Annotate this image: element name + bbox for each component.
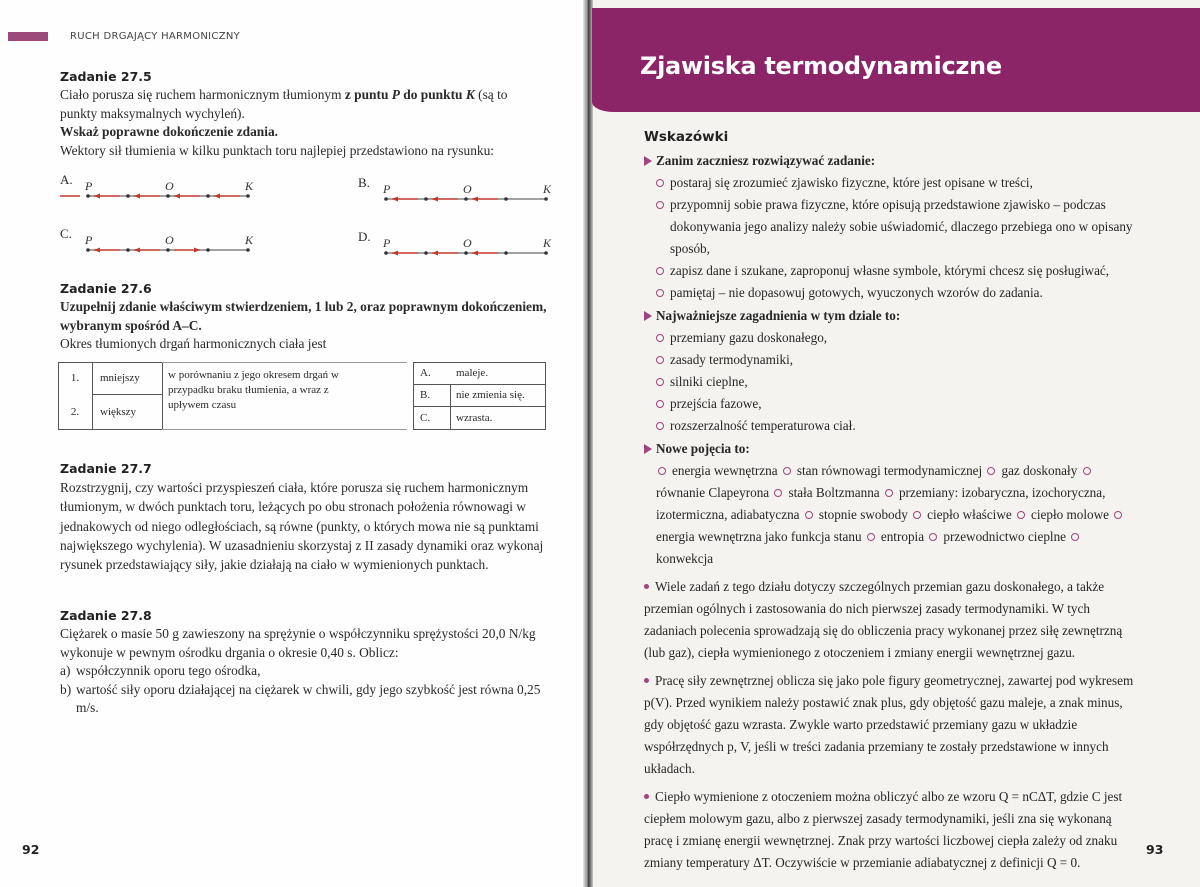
option-c-letter: C. — [420, 411, 431, 424]
circle-bullet-icon — [656, 201, 664, 209]
term: równanie Clapeyrona — [656, 485, 773, 500]
arrow-head — [94, 194, 100, 199]
diagram-option-c — [60, 226, 254, 262]
task-stem: Okres tłumionych drgań harmonicznych ciała jest — [60, 336, 327, 351]
track-point — [544, 197, 548, 201]
term: energia wewnętrzna jako funkcja stanu — [656, 529, 865, 544]
term: entropia — [880, 529, 928, 544]
task-title: Zadanie 27.5 — [60, 69, 152, 84]
vector-diagram — [60, 226, 260, 266]
diagram-option-b — [358, 175, 552, 211]
circle-bullet-icon — [885, 489, 893, 497]
list-item: silniki cieplne, — [656, 371, 1136, 393]
task-title: Zadanie 27.7 — [60, 461, 152, 476]
term: stopnie swobody — [818, 507, 912, 522]
hints-box — [644, 126, 1136, 874]
point-label-k: K — [543, 236, 552, 250]
option-a-text: maleje. — [456, 367, 489, 379]
chapter-title: Zjawiska termodynamiczne — [640, 52, 1002, 80]
dot-bullet-icon — [644, 794, 649, 799]
section-heading: Najważniejsze zagadnienia w tym dziale to: — [644, 305, 1136, 327]
hints-list — [644, 172, 1136, 304]
list-item: pamiętaj – nie dopasowuj gotowych, wyuczonych wzorów do zadania. — [656, 282, 1136, 304]
track-point — [246, 194, 250, 198]
diagram-label: C. — [60, 226, 72, 241]
circle-bullet-icon — [867, 533, 875, 541]
subtask-a: a) współczynnik oporu tego ośrodka, — [60, 663, 261, 678]
arrow-head — [134, 194, 140, 199]
diagram-option-d — [358, 229, 552, 265]
circle-bullet-icon — [656, 179, 664, 187]
track-point — [126, 248, 130, 252]
vector-diagram — [60, 172, 260, 212]
task-27-8 — [60, 607, 550, 718]
list-item: zapisz dane i szukane, zaproponuj własne symbole, którymi chcesz się posługiwać, — [656, 260, 1136, 282]
circle-bullet-icon — [1071, 533, 1079, 541]
term: ciepło właściwe — [927, 507, 1016, 522]
circle-bullet-icon — [656, 400, 664, 408]
term: energia wewnętrzna — [672, 463, 781, 478]
list-item: rozszerzalność temperaturowa ciał. — [656, 415, 1136, 437]
track-point — [166, 194, 170, 198]
middle-text: w porównaniu z jego okresem drgań w przypadku braku tłumienia, a wraz z upływem czasu — [168, 369, 339, 411]
point-label-p: P — [85, 179, 93, 193]
circle-bullet-icon — [913, 511, 921, 519]
task-text: Ciężarek o masie 50 g zawieszony na sprężynie o współczynniku sprężystości 20,0 N/kg wykonuje w pewnym ośrodku drgania o okresie 0,40 s. Oblicz: — [60, 626, 536, 660]
option-1-number: 1. — [70, 372, 80, 384]
diagram-label: A. — [60, 172, 73, 187]
task-text-line: Ciało porusza się ruchem harmonicznym tłumionym z puntu P do punktu K (są to — [60, 87, 508, 102]
point-label-p: P — [383, 236, 391, 250]
dot-bullet-icon — [644, 584, 649, 589]
point-label-p: P — [85, 233, 93, 247]
track-point — [166, 248, 170, 252]
track-point — [504, 251, 508, 255]
circle-bullet-icon — [1017, 511, 1025, 519]
arrow-head — [392, 197, 398, 202]
arrow-head — [214, 194, 220, 199]
arrow-head — [432, 197, 438, 202]
option-b-letter: B. — [420, 389, 431, 401]
diagram-label: B. — [358, 175, 370, 190]
hint-paragraph: Pracę siły zewnętrznej oblicza się jako pole figury geometrycznej, zawartej pod wykresem p(V). Przed wynikiem należy postawić znak plus, gdy objętość gazu maleje, a znak minus, gdy objętość gazu wzrasta. Zwykle warto przedstawić przemiany gazu w układzie współrzędnych p, V, jeśli w treści zadania przemiany te zostały przedstawione w innych układach. — [644, 673, 1134, 776]
point-label-o: O — [165, 179, 174, 193]
point-label-o: O — [165, 233, 174, 247]
triangle-bullet-icon — [644, 156, 652, 166]
subtask-b: b) wartość siły oporu działającej na ciężarek w chwili, gdy jego szybkość jest równa 0,25 m/s. — [60, 681, 541, 715]
track-point — [544, 251, 548, 255]
circle-bullet-icon — [656, 422, 664, 430]
track-point — [384, 197, 388, 201]
triangle-bullet-icon — [644, 311, 652, 321]
task-text: Rozstrzygnij, czy wartości przyspieszeń ciała, które porusza się ruchem harmonicznym tłumionym, w dwóch punktach toru, leżących po obu stronach położenia równowagi w jednakowych od niego odległościach, są równe (punkty, o których mowa nie są punktami największego wychylenia). W uzasadnieniu skorzystaj z II zasady dynamiki oraz wykonaj rysunek przedstawiający siły, jakie działają na ciało w wymienionych punktach. — [60, 480, 544, 573]
track-point — [464, 251, 468, 255]
point-label-k: K — [245, 179, 254, 193]
circle-bullet-icon — [656, 267, 664, 275]
term: przewodnictwo cieplne — [943, 529, 1070, 544]
track-point — [86, 248, 90, 252]
circle-bullet-icon — [656, 356, 664, 364]
dot-bullet-icon — [644, 678, 649, 683]
list-item: przypomnij sobie prawa fizyczne, które opisują przedstawione zjawisko – podczas dokonywania jego analizy należy sobie uświadomić, dlaczego przebiega ono w opisany sposób, — [656, 194, 1136, 260]
point-label-p: P — [383, 182, 391, 196]
list-item: zasady termodynamiki, — [656, 349, 1136, 371]
term: ciepło molowe — [1031, 507, 1113, 522]
section-heading: Nowe pojęcia to: — [644, 438, 1136, 460]
option-a-letter: A. — [420, 367, 431, 379]
term: konwekcja — [656, 551, 714, 566]
circle-bullet-icon — [656, 334, 664, 342]
hints-title: Wskazówki — [644, 129, 729, 145]
circle-bullet-icon — [805, 511, 813, 519]
section-heading: Zanim zaczniesz rozwiązywać zadanie: — [644, 150, 1136, 172]
point-label-k: K — [245, 233, 254, 247]
vector-diagram — [358, 229, 558, 269]
circle-bullet-icon — [783, 467, 791, 475]
task-27-5 — [60, 68, 550, 160]
option-1-text: mniejszy — [100, 372, 140, 384]
circle-bullet-icon — [929, 533, 937, 541]
page-number-right: 93 — [1146, 842, 1164, 857]
options-table — [58, 362, 546, 430]
point-label-o: O — [463, 182, 472, 196]
arrow-head — [432, 251, 438, 256]
running-head-text: RUCH DRGAJĄCY HARMONICZNY — [70, 31, 241, 42]
arrow-head — [472, 197, 478, 202]
circle-bullet-icon — [656, 378, 664, 386]
diagram-option-a — [60, 172, 254, 208]
hint-paragraph: Ciepło wymienione z otoczeniem można obliczyć albo ze wzoru Q = nCΔT, gdzie C jest ciepłem molowym gazu, albo z pierwszej zasady termodynamiki, jeśli zna się wykonaną pracę i zmianę energii wewnętrznej. Znak przy wartości liczbowej ciepła zależy od znaku zmiany temperatury ΔT. Oczywiście w przemianie adiabatycznej z definicji Q = 0. — [644, 789, 1123, 870]
vector-diagrams — [60, 172, 550, 262]
task-instruction: Uzupełnij zdanie właściwym stwierdzeniem, 1 lub 2, oraz poprawnym dokończeniem, wybranym spośród A–C. — [60, 299, 547, 333]
running-head — [8, 31, 240, 42]
circle-bullet-icon — [1114, 511, 1122, 519]
track-point — [246, 248, 250, 252]
circle-bullet-icon — [1083, 467, 1091, 475]
arrow-head — [94, 248, 100, 253]
track-point — [424, 251, 428, 255]
option-c-text: wzrasta. — [456, 411, 493, 424]
track-point — [126, 194, 130, 198]
triangle-bullet-icon — [644, 444, 652, 454]
topics-list — [644, 327, 1136, 437]
task-27-7 — [60, 460, 550, 574]
new-terms-list — [644, 460, 1136, 570]
list-item: przemiany gazu doskonałego, — [656, 327, 1136, 349]
arrow-head — [134, 248, 140, 253]
task-27-6 — [60, 280, 550, 354]
diagram-label: D. — [358, 229, 371, 244]
task-text-line: punkty maksymalnych wychyleń). — [60, 105, 245, 121]
term: stała Boltzmanna — [788, 485, 883, 500]
task-title: Zadanie 27.6 — [60, 281, 152, 296]
term: stan równowagi termodynamicznej — [796, 463, 986, 478]
circle-bullet-icon — [656, 289, 664, 297]
option-b-text: nie zmienia się. — [456, 389, 525, 401]
track-point — [384, 251, 388, 255]
page-number-left: 92 — [22, 842, 40, 857]
task-instruction: Wskaż poprawne dokończenie zdania. — [60, 124, 278, 139]
option-2-number: 2. — [70, 406, 80, 418]
point-label-k: K — [543, 182, 552, 196]
track-point — [206, 248, 210, 252]
term: przemiany: izobaryczna, izochoryczna, izotermiczna, adiabatyczna — [656, 485, 1106, 522]
hint-paragraph: Wiele zadań z tego działu dotyczy szczególnych przemian gazu doskonałego, a także przemian ogólnych i zastosowania do nich pierwszej zasady termodynamiki. W tych zadaniach polecenia sprowadzają się do obliczenia pracy wykonanej przez siłę zewnętrzną (lub gaz), ciepła wymienionego z otoczeniem i zmiany energii wewnętrznej gazu. — [644, 579, 1123, 660]
task-title: Zadanie 27.8 — [60, 608, 152, 623]
arrow-head — [174, 194, 180, 199]
circle-bullet-icon — [658, 467, 666, 475]
task-text-line: Wektory sił tłumienia w kilku punktach toru najlepiej przedstawiono na rysunku: — [60, 142, 495, 158]
track-point — [206, 194, 210, 198]
track-point — [504, 197, 508, 201]
list-item: przejścia fazowe, — [656, 393, 1136, 415]
arrow-head — [194, 248, 200, 253]
term: gaz doskonały — [1001, 463, 1081, 478]
point-label-o: O — [463, 236, 472, 250]
book-spine — [583, 0, 593, 887]
list-item: postaraj się zrozumieć zjawisko fizyczne, które jest opisane w treści, — [656, 172, 1136, 194]
track-point — [86, 194, 90, 198]
vector-diagram — [358, 175, 558, 215]
circle-bullet-icon — [774, 489, 782, 497]
option-2-text: większy — [100, 406, 137, 418]
track-point — [464, 197, 468, 201]
arrow-head — [392, 251, 398, 256]
track-point — [424, 197, 428, 201]
arrow-head — [472, 251, 478, 256]
circle-bullet-icon — [987, 467, 995, 475]
running-head-bar — [8, 32, 48, 41]
